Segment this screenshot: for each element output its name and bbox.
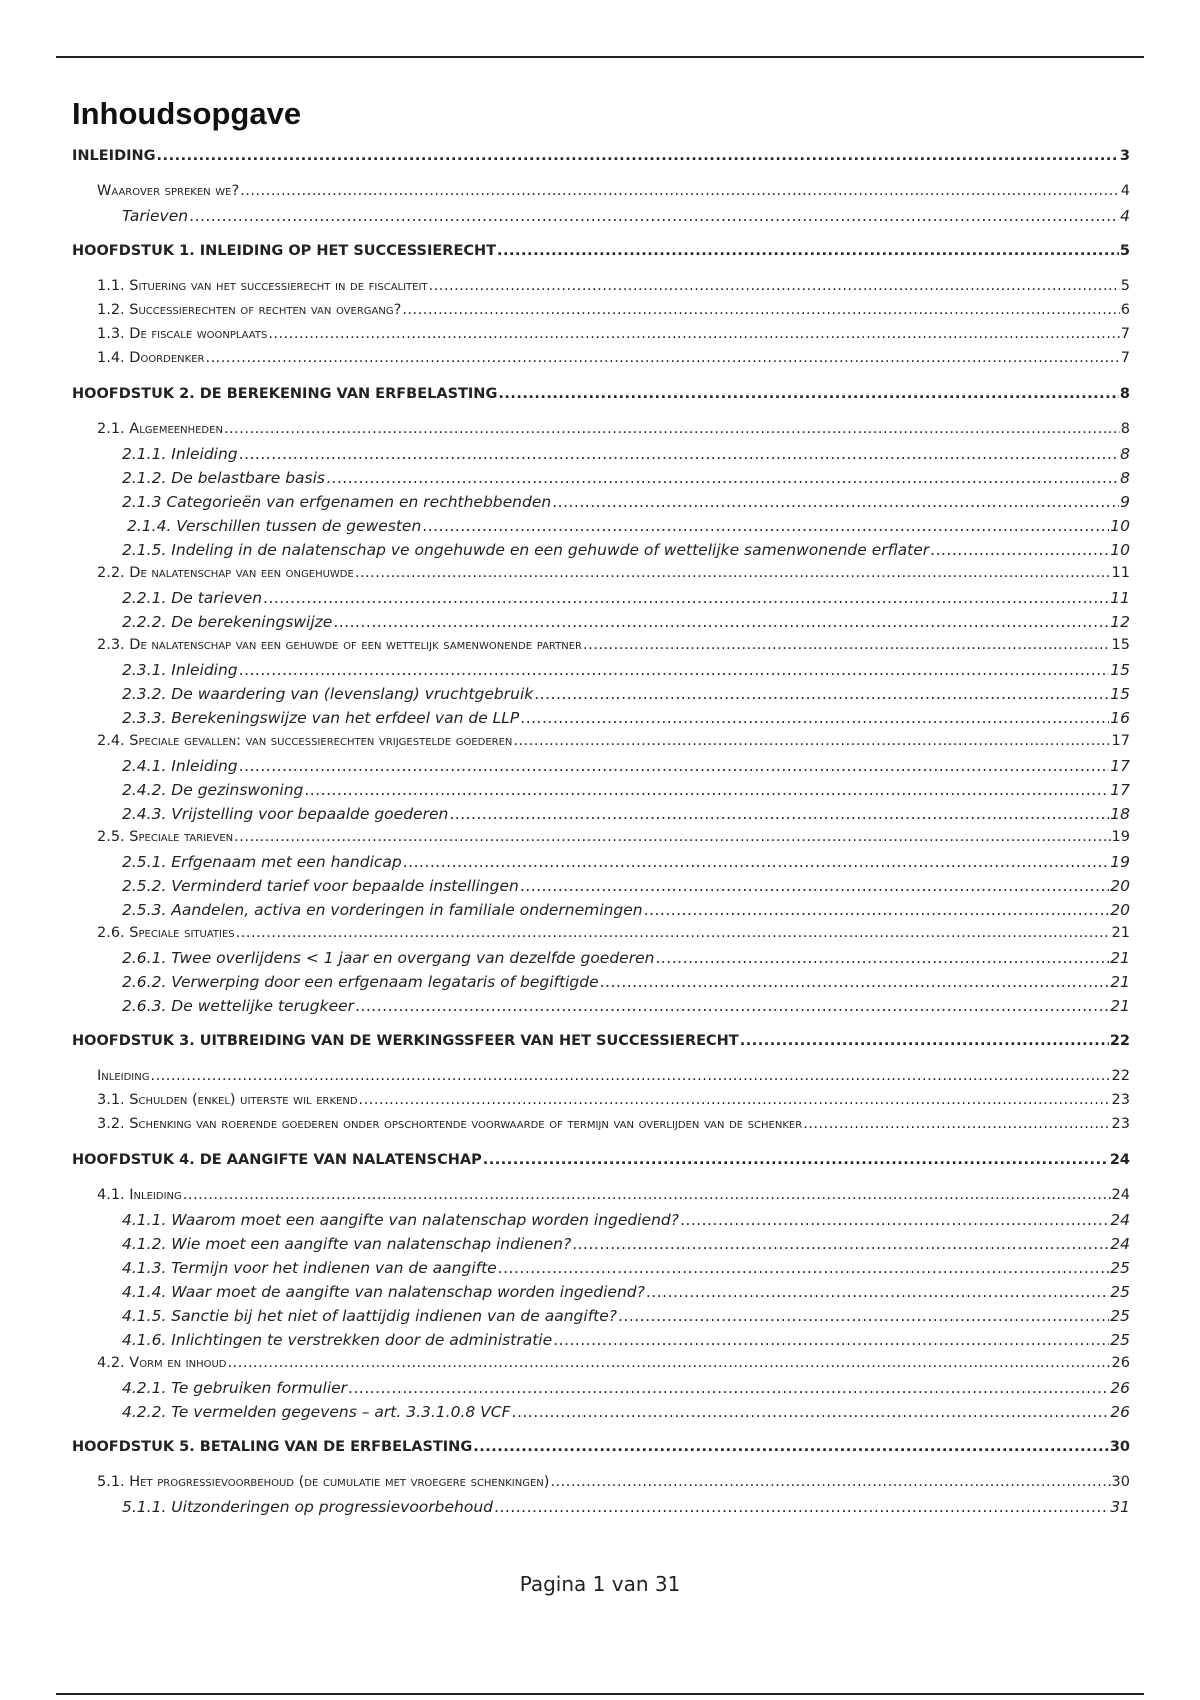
toc-section-entry[interactable] bbox=[72, 350, 1130, 374]
toc-page-number: 19 bbox=[1110, 853, 1130, 871]
toc-leader-dots bbox=[534, 685, 1109, 703]
toc-subsection-entry[interactable] bbox=[72, 709, 1130, 733]
toc-page-number: 24 bbox=[1109, 1152, 1130, 1168]
toc-subsection-entry[interactable] bbox=[72, 1379, 1130, 1403]
toc-entry-label: HOOFDSTUK 5. BETALING VAN DE ERFBELASTING bbox=[72, 1439, 473, 1455]
toc-subsection-entry[interactable] bbox=[72, 589, 1130, 613]
toc-entry-label: Inleiding bbox=[97, 1068, 150, 1084]
toc-entry-label: 4.1.3. Termijn voor het indienen van de aangifte bbox=[122, 1259, 497, 1277]
toc-leader-dots bbox=[494, 1498, 1109, 1516]
toc-entry-label: HOOFDSTUK 2. DE BEREKENING VAN ERFBELASTING bbox=[72, 386, 498, 402]
toc-entry-label: 2.6.1. Twee overlijdens < 1 jaar en overgang van dezelfde goederen bbox=[122, 949, 655, 967]
toc-leader-dots bbox=[429, 278, 1120, 294]
toc-page-number: 7 bbox=[1120, 350, 1130, 366]
toc-page-number: 10 bbox=[1110, 541, 1130, 559]
toc-section-entry[interactable] bbox=[72, 421, 1130, 445]
toc-page-number: 18 bbox=[1110, 805, 1130, 823]
toc-page-number: 22 bbox=[1111, 1068, 1130, 1084]
toc-page-number: 6 bbox=[1120, 302, 1130, 318]
toc-group-spacer bbox=[72, 231, 1130, 241]
toc-subsection-entry[interactable] bbox=[72, 1331, 1130, 1355]
page-footer: Pagina 1 van 31 bbox=[519, 1572, 681, 1596]
toc-section-entry[interactable] bbox=[72, 1474, 1130, 1498]
toc-leader-dots bbox=[497, 243, 1119, 259]
toc-leader-dots bbox=[240, 183, 1120, 199]
toc-subsection-entry[interactable] bbox=[72, 781, 1130, 805]
toc-page-number: 20 bbox=[1110, 877, 1130, 895]
toc-leader-dots bbox=[355, 565, 1111, 581]
toc-page-number: 26 bbox=[1110, 1379, 1130, 1397]
toc-page-number: 15 bbox=[1111, 637, 1130, 653]
toc-leader-dots bbox=[402, 302, 1119, 318]
toc-entry-label: 2.3.2. De waardering van (levenslang) vruchtgebruik bbox=[122, 685, 534, 703]
toc-page-number: 11 bbox=[1110, 589, 1130, 607]
toc-entry-label: 2.2. De nalatenschap van een ongehuwde bbox=[97, 565, 354, 581]
toc-page-number: 10 bbox=[1110, 517, 1130, 535]
toc-page-number: 24 bbox=[1111, 1187, 1130, 1203]
toc-leader-dots bbox=[512, 1403, 1110, 1421]
page-title: Inhoudsopgave bbox=[72, 96, 302, 131]
toc-entry-label: 4.2.1. Te gebruiken formulier bbox=[122, 1379, 348, 1397]
toc-entry-label: 4.1. Inleiding bbox=[97, 1187, 182, 1203]
toc-entry-label: 4.1.2. Wie moet een aangifte van nalatenschap indienen? bbox=[122, 1235, 572, 1253]
toc-leader-dots bbox=[348, 1379, 1109, 1397]
toc-page-number: 21 bbox=[1110, 997, 1130, 1015]
toc-section-entry[interactable] bbox=[72, 1355, 1130, 1379]
toc-page-number: 21 bbox=[1111, 925, 1130, 941]
toc-leader-dots bbox=[304, 781, 1109, 799]
toc-subsection-entry[interactable] bbox=[72, 853, 1130, 877]
toc-leader-dots bbox=[655, 949, 1109, 967]
toc-section-entry[interactable] bbox=[72, 829, 1130, 853]
toc-leader-dots bbox=[520, 877, 1109, 895]
toc-page-number: 26 bbox=[1111, 1355, 1130, 1371]
toc-leader-dots bbox=[403, 853, 1110, 871]
toc-entry-label: 4.1.4. Waar moet de aangifte van nalatenschap worden ingediend? bbox=[122, 1283, 645, 1301]
toc-leader-dots bbox=[268, 326, 1119, 342]
toc-page-number: 30 bbox=[1111, 1474, 1130, 1490]
toc-entry-label: 1.3. De fiscale woonplaats bbox=[97, 326, 268, 342]
toc-section-entry[interactable] bbox=[72, 733, 1130, 757]
header-rule bbox=[56, 56, 1144, 58]
toc-page-number: 17 bbox=[1111, 733, 1130, 749]
toc-leader-dots bbox=[234, 829, 1110, 845]
toc-entry-label: 2.5.1. Erfgenaam met een handicap bbox=[122, 853, 402, 871]
toc-section-entry[interactable] bbox=[72, 1092, 1130, 1116]
toc-page-number: 17 bbox=[1110, 781, 1130, 799]
toc-page-number: 15 bbox=[1110, 661, 1130, 679]
toc-chapter-entry[interactable] bbox=[72, 386, 1130, 409]
table-of-contents bbox=[72, 148, 1130, 1522]
toc-page-number: 24 bbox=[1110, 1211, 1130, 1229]
toc-page-number: 16 bbox=[1110, 709, 1130, 727]
toc-leader-dots bbox=[239, 757, 1110, 775]
toc-entry-label: 2.1.3 Categorieën van erfgenamen en rechthebbenden bbox=[122, 493, 552, 511]
toc-leader-dots bbox=[326, 469, 1119, 487]
toc-page-number: 23 bbox=[1111, 1116, 1130, 1132]
toc-entry-label: 3.1. Schulden (enkel) uiterste wil erkend bbox=[97, 1092, 358, 1108]
toc-entry-label: 2.3.1. Inleiding bbox=[122, 661, 238, 679]
toc-page-number: 21 bbox=[1110, 949, 1130, 967]
toc-entry-label: 1.2. Successierechten of rechten van overgang? bbox=[97, 302, 402, 318]
toc-subsection-entry[interactable] bbox=[72, 973, 1130, 997]
toc-entry-label: HOOFDSTUK 4. DE AANGIFTE VAN NALATENSCHAP bbox=[72, 1152, 482, 1168]
toc-subsection-entry[interactable] bbox=[72, 1283, 1130, 1307]
toc-entry-label: 2.2.2. De berekeningswijze bbox=[122, 613, 333, 631]
toc-page-number: 23 bbox=[1111, 1092, 1130, 1108]
toc-page-number: 25 bbox=[1110, 1331, 1130, 1349]
toc-page-number: 11 bbox=[1111, 565, 1130, 581]
toc-page-number: 25 bbox=[1110, 1283, 1130, 1301]
toc-entry-label: 2.1.4. Verschillen tussen de gewesten bbox=[127, 517, 422, 535]
toc-subsection-entry[interactable] bbox=[72, 685, 1130, 709]
toc-subsection-entry[interactable] bbox=[72, 1307, 1130, 1331]
toc-chapter-entry[interactable] bbox=[72, 243, 1130, 266]
toc-subsection-entry[interactable] bbox=[72, 1235, 1130, 1259]
toc-subsection-entry[interactable] bbox=[72, 207, 1130, 231]
toc-leader-dots bbox=[550, 1474, 1110, 1490]
toc-subsection-entry[interactable] bbox=[72, 877, 1130, 901]
toc-leader-dots bbox=[359, 1092, 1111, 1108]
toc-subsection-entry[interactable] bbox=[72, 661, 1130, 685]
toc-subsection-entry[interactable] bbox=[72, 445, 1130, 469]
toc-page-number: 7 bbox=[1120, 326, 1130, 342]
toc-leader-dots bbox=[930, 541, 1109, 559]
toc-entry-label: 2.4. Speciale gevallen: van successierechten vrijgestelde goederen bbox=[97, 733, 513, 749]
toc-subsection-entry[interactable] bbox=[72, 1211, 1130, 1235]
toc-leader-dots bbox=[150, 1068, 1110, 1084]
toc-page-number: 17 bbox=[1110, 757, 1130, 775]
toc-page-number: 20 bbox=[1110, 901, 1130, 919]
toc-chapter-entry[interactable] bbox=[72, 148, 1130, 171]
toc-entry-label: Waarover spreken we? bbox=[97, 183, 240, 199]
toc-subsection-entry[interactable] bbox=[72, 517, 1130, 541]
toc-group-spacer bbox=[72, 374, 1130, 384]
toc-entry-label: 2.4.3. Vrijstelling voor bepaalde goederen bbox=[122, 805, 449, 823]
toc-entry-label: 1.1. Situering van het successierecht in de fiscaliteit bbox=[97, 278, 428, 294]
toc-page-number: 4 bbox=[1120, 207, 1130, 225]
toc-page-number: 21 bbox=[1110, 973, 1130, 991]
toc-leader-dots bbox=[680, 1211, 1109, 1229]
toc-leader-dots bbox=[205, 350, 1119, 366]
toc-subsection-entry[interactable] bbox=[72, 949, 1130, 973]
toc-chapter-entry[interactable] bbox=[72, 1439, 1130, 1462]
toc-page-number: 8 bbox=[1120, 469, 1130, 487]
toc-entry-label: 4.1.5. Sanctie bij het niet of laattijdig indienen van de aangifte? bbox=[122, 1307, 617, 1325]
toc-page-number: 25 bbox=[1110, 1259, 1130, 1277]
toc-leader-dots bbox=[520, 709, 1109, 727]
toc-leader-dots bbox=[263, 589, 1109, 607]
toc-leader-dots bbox=[189, 207, 1119, 225]
toc-chapter-entry[interactable] bbox=[72, 1033, 1130, 1056]
toc-section-entry[interactable] bbox=[72, 637, 1130, 661]
toc-leader-dots bbox=[157, 148, 1119, 164]
toc-section-entry[interactable] bbox=[72, 1187, 1130, 1211]
toc-leader-dots bbox=[449, 805, 1109, 823]
toc-entry-label: 2.5.3. Aandelen, activa en vorderingen in familiale ondernemingen bbox=[122, 901, 643, 919]
toc-entry-label: 4.1.1. Waarom moet een aangifte van nalatenschap worden ingediend? bbox=[122, 1211, 679, 1229]
toc-entry-label: 2.6.3. De wettelijke terugkeer bbox=[122, 997, 355, 1015]
toc-subsection-entry[interactable] bbox=[72, 541, 1130, 565]
toc-leader-dots bbox=[552, 493, 1119, 511]
toc-subsection-entry[interactable] bbox=[72, 901, 1130, 925]
toc-section-entry[interactable] bbox=[72, 565, 1130, 589]
toc-leader-dots bbox=[228, 1355, 1111, 1371]
toc-page-number: 25 bbox=[1110, 1307, 1130, 1325]
toc-entry-label: 2.5.2. Verminderd tarief voor bepaalde instellingen bbox=[122, 877, 519, 895]
toc-entry-label: 4.2.2. Te vermelden gegevens – art. 3.3.1.0.8 VCF bbox=[122, 1403, 511, 1421]
toc-page-number: 19 bbox=[1111, 829, 1130, 845]
toc-page-number: 9 bbox=[1120, 493, 1130, 511]
toc-leader-dots bbox=[239, 445, 1119, 463]
toc-page-number: 31 bbox=[1110, 1498, 1130, 1516]
toc-page-number: 3 bbox=[1119, 148, 1130, 164]
toc-leader-dots bbox=[618, 1307, 1109, 1325]
toc-section-entry[interactable] bbox=[72, 183, 1130, 207]
toc-entry-label: 2.6. Speciale situaties bbox=[97, 925, 235, 941]
toc-section-entry[interactable] bbox=[72, 1068, 1130, 1092]
toc-subsection-entry[interactable] bbox=[72, 613, 1130, 637]
toc-subsection-entry[interactable] bbox=[72, 805, 1130, 829]
toc-entry-label: 4.2. Vorm en inhoud bbox=[97, 1355, 227, 1371]
toc-entry-label: 1.4. Doordenker bbox=[97, 350, 205, 366]
toc-page-number: 24 bbox=[1110, 1235, 1130, 1253]
toc-entry-label: 4.1.6. Inlichtingen te verstrekken door de administratie bbox=[122, 1331, 553, 1349]
toc-page-number: 5 bbox=[1120, 278, 1130, 294]
toc-entry-label: 2.3. De nalatenschap van een gehuwde of een wettelijk samenwonende partner bbox=[97, 637, 583, 653]
footer-rule bbox=[56, 1693, 1144, 1695]
toc-leader-dots bbox=[183, 1187, 1111, 1203]
toc-page-number: 15 bbox=[1110, 685, 1130, 703]
toc-subsection-entry[interactable] bbox=[72, 493, 1130, 517]
toc-entry-label: 2.5. Speciale tarieven bbox=[97, 829, 234, 845]
toc-page-number: 12 bbox=[1110, 613, 1130, 631]
toc-section-entry[interactable] bbox=[72, 302, 1130, 326]
toc-leader-dots bbox=[473, 1439, 1109, 1455]
toc-leader-dots bbox=[333, 613, 1109, 631]
toc-group-spacer bbox=[72, 1140, 1130, 1150]
toc-leader-dots bbox=[422, 517, 1109, 535]
toc-entry-label: 2.2.1. De tarieven bbox=[122, 589, 263, 607]
toc-page-number: 8 bbox=[1120, 421, 1130, 437]
toc-leader-dots bbox=[513, 733, 1110, 749]
toc-entry-label: 2.3.3. Berekeningswijze van het erfdeel van de LLP bbox=[122, 709, 520, 727]
toc-entry-label: 5.1. Het progressievoorbehoud (de cumulatie met vroegere schenkingen) bbox=[97, 1474, 550, 1490]
toc-group-spacer bbox=[72, 1021, 1130, 1031]
toc-page-number: 22 bbox=[1109, 1033, 1130, 1049]
toc-page-number: 4 bbox=[1120, 183, 1130, 199]
toc-entry-label: 2.6.2. Verwerping door een erfgenaam legataris of begiftigde bbox=[122, 973, 599, 991]
toc-leader-dots bbox=[600, 973, 1110, 991]
toc-subsection-entry[interactable] bbox=[72, 1403, 1130, 1427]
toc-entry-label: 2.4.2. De gezinswoning bbox=[122, 781, 304, 799]
toc-leader-dots bbox=[583, 637, 1111, 653]
toc-leader-dots bbox=[803, 1116, 1110, 1132]
toc-leader-dots bbox=[355, 997, 1109, 1015]
toc-entry-label: INLEIDING bbox=[72, 148, 156, 164]
toc-entry-label: 2.1.5. Indeling in de nalatenschap ve ongehuwde en een gehuwde of wettelijke samenwonende erflater bbox=[122, 541, 930, 559]
toc-leader-dots bbox=[498, 386, 1119, 402]
toc-section-entry[interactable] bbox=[72, 278, 1130, 302]
toc-subsection-entry[interactable] bbox=[72, 997, 1130, 1021]
toc-group-spacer bbox=[72, 1427, 1130, 1437]
toc-leader-dots bbox=[483, 1152, 1109, 1168]
toc-page-number: 30 bbox=[1109, 1439, 1130, 1455]
toc-entry-label: 5.1.1. Uitzonderingen op progressievoorbehoud bbox=[122, 1498, 494, 1516]
toc-entry-label: Tarieven bbox=[122, 207, 189, 225]
toc-page-number: 8 bbox=[1119, 386, 1130, 402]
toc-page-number: 8 bbox=[1120, 445, 1130, 463]
toc-leader-dots bbox=[646, 1283, 1109, 1301]
toc-entry-label: 3.2. Schenking van roerende goederen onder opschortende voorwaarde of termijn van overlijden van de schenker bbox=[97, 1116, 803, 1132]
toc-leader-dots bbox=[498, 1259, 1110, 1277]
toc-section-entry[interactable] bbox=[72, 326, 1130, 350]
toc-page-number: 5 bbox=[1119, 243, 1130, 259]
toc-leader-dots bbox=[239, 661, 1110, 679]
toc-chapter-entry[interactable] bbox=[72, 1152, 1130, 1175]
toc-leader-dots bbox=[572, 1235, 1109, 1253]
toc-section-entry[interactable] bbox=[72, 1116, 1130, 1140]
toc-leader-dots bbox=[644, 901, 1110, 919]
toc-subsection-entry[interactable] bbox=[72, 469, 1130, 493]
toc-entry-label: 2.4.1. Inleiding bbox=[122, 757, 238, 775]
toc-entry-label: 2.1.2. De belastbare basis bbox=[122, 469, 325, 487]
toc-entry-label: 2.1. Algemeenheden bbox=[97, 421, 223, 437]
toc-subsection-entry[interactable] bbox=[72, 757, 1130, 781]
toc-entry-label: HOOFDSTUK 3. UITBREIDING VAN DE WERKINGSSFEER VAN HET SUCCESSIERECHT bbox=[72, 1033, 739, 1049]
toc-leader-dots bbox=[553, 1331, 1109, 1349]
toc-subsection-entry[interactable] bbox=[72, 1259, 1130, 1283]
toc-leader-dots bbox=[740, 1033, 1109, 1049]
toc-entry-label: 2.1.1. Inleiding bbox=[122, 445, 238, 463]
toc-page-number: 26 bbox=[1110, 1403, 1130, 1421]
toc-leader-dots bbox=[236, 925, 1111, 941]
toc-section-entry[interactable] bbox=[72, 925, 1130, 949]
toc-entry-label: HOOFDSTUK 1. INLEIDING OP HET SUCCESSIERECHT bbox=[72, 243, 497, 259]
toc-subsection-entry[interactable] bbox=[72, 1498, 1130, 1522]
toc-leader-dots bbox=[224, 421, 1120, 437]
